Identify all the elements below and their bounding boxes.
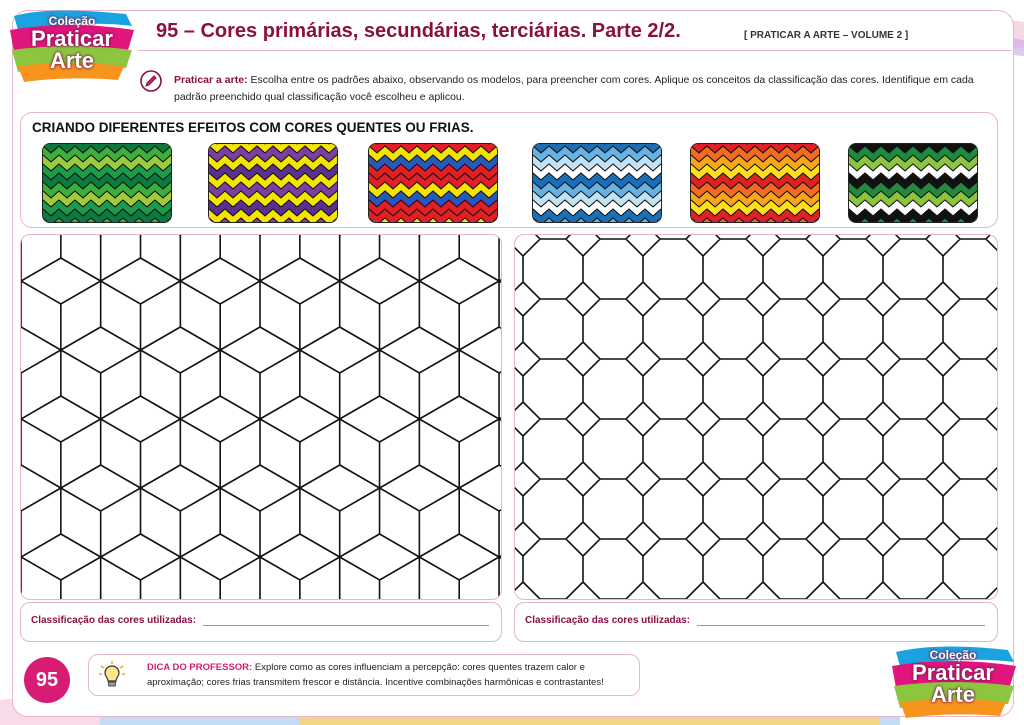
logo-line1-footer: Praticar (912, 660, 994, 685)
page-title: 95 – Cores primárias, secundárias, terciárias. Parte 2/2. (156, 20, 681, 42)
swatch-warm (690, 143, 820, 223)
collection-logo-footer (888, 640, 1018, 720)
teacher-tip-label: DICA DO PROFESSOR: (147, 662, 253, 673)
swatch-blue (532, 143, 662, 223)
swatch-yellow-purple (208, 143, 338, 223)
logo-line1: Praticar (31, 26, 113, 51)
classification-answer-line-right[interactable] (697, 625, 985, 626)
instructions-text: Escolha entre os padrões abaixo, observando os modelos, para preencher com cores. Aplique os conceitos da classificação das cores. Identifique em cada padrão preenchido qual classificação você escolheu e aplicou. (174, 74, 974, 103)
classification-box-left (20, 602, 502, 642)
examples-title: CRIANDO DIFERENTES EFEITOS COM CORES QUENTES OU FRIAS. (32, 120, 474, 135)
logo-line2-footer: Arte (930, 682, 975, 707)
lightbulb-icon (99, 661, 125, 689)
page-number: 95 (24, 657, 70, 703)
classification-box-right (514, 602, 998, 642)
header-divider (138, 50, 1012, 51)
swatch-primary (368, 143, 498, 223)
logo-line2: Arte (49, 48, 94, 73)
instructions-label: Praticar a arte: (174, 74, 248, 86)
teacher-tip-box (88, 654, 640, 696)
classification-label-left: Classificação das cores utilizadas: (31, 615, 197, 626)
teacher-tip-body: Explore como as cores influenciam a percepção: cores quentes trazem calor e aproximação; cores frias transmitem frescor e distância. Incentive combinações harmônicas e contrastantes! (147, 662, 604, 688)
classification-label-right: Classificação das cores utilizadas: (525, 615, 691, 626)
swatch-green (42, 143, 172, 223)
logo-small-text: Coleção (48, 14, 96, 28)
classification-answer-line-left[interactable] (203, 625, 489, 626)
pencil-icon (140, 70, 162, 92)
swatch-black-green (848, 143, 978, 223)
instructions (174, 72, 994, 106)
logo-small-text-footer: Coleção (929, 648, 977, 662)
collection-logo (8, 6, 136, 84)
octagon-pattern-area[interactable] (514, 234, 998, 600)
teacher-tip-text (147, 660, 635, 690)
cube-pattern-area[interactable] (20, 234, 502, 600)
volume-tag: [ PRATICAR A ARTE – VOLUME 2 ] (744, 30, 909, 41)
